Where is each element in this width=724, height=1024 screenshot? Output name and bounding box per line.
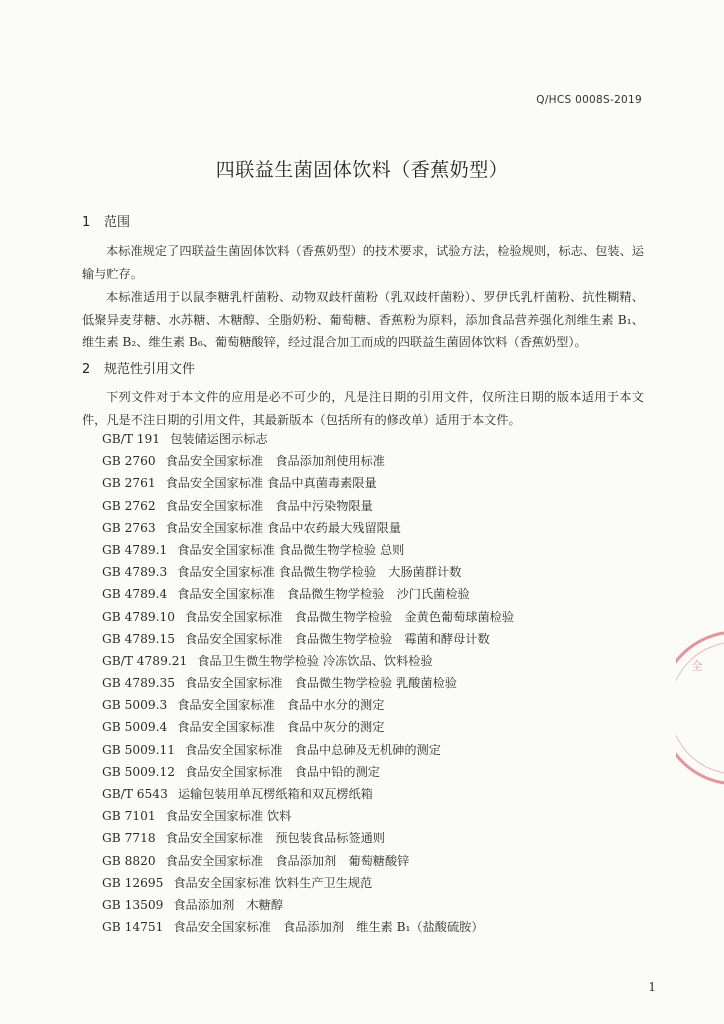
company-seal-stamp — [676, 628, 724, 788]
reference-item — [102, 872, 514, 894]
reference-item — [102, 894, 514, 916]
reference-title: 食品安全国家标准 食品中铅的测定 — [184, 764, 380, 779]
reference-title: 食品安全国家标准 食品中污染物限量 — [165, 498, 373, 513]
reference-code: GB 5009.12 — [102, 764, 175, 779]
reference-title: 食品安全国家标准 食品添加剂使用标准 — [165, 454, 385, 469]
reference-title: 食品安全国家标准 饮料 — [165, 809, 292, 824]
reference-title: 食品卫生微生物学检验 冷冻饮品、饮料检验 — [197, 653, 433, 668]
reference-code: GB 7101 — [102, 809, 156, 824]
reference-code: GB 14751 — [102, 920, 164, 935]
reference-code: GB 2762 — [102, 498, 156, 513]
reference-code: GB 12695 — [102, 875, 164, 890]
references-intro-paragraph: 下列文件对于本文件的应用是必不可少的，凡是注日期的引用文件，仅所注日期的版本适用于本文件，凡是不注日期的引用文件，其最新版本（包括所有的修改单）适用于本文件。 — [82, 390, 644, 427]
reference-code: GB/T 4789.21 — [102, 653, 188, 668]
reference-item — [102, 583, 514, 605]
reference-item — [102, 805, 514, 827]
reference-code: GB 5009.4 — [102, 720, 168, 735]
reference-item — [102, 916, 514, 938]
scope-paragraph-1: 本标准规定了四联益生菌固体饮料（香蕉奶型）的技术要求，试验方法，检验规则，标志、包装、运输与贮存。 — [82, 244, 644, 281]
reference-code: GB 4789.35 — [102, 676, 175, 691]
reference-code: GB 4789.4 — [102, 587, 168, 602]
document-title: 四联益生菌固体饮料（香蕉奶型） — [215, 159, 509, 181]
reference-title: 食品安全国家标准 食品微生物学检验 霉菌和酵母计数 — [184, 631, 490, 646]
reference-title: 食品安全国家标准 食品添加剂 维生素 B₁（盐酸硫胺） — [173, 920, 484, 935]
reference-title: 食品安全国家标准 食品微生物学检验 沙门氏菌检验 — [177, 587, 470, 602]
reference-code: GB 7718 — [102, 831, 156, 846]
reference-title: 食品安全国家标准 食品微生物学检验 总则 — [177, 542, 405, 557]
reference-item — [102, 650, 514, 672]
reference-title: 食品添加剂 木糖醇 — [173, 897, 284, 912]
document-code: Q/HCS 0008S-2019 — [536, 94, 642, 106]
reference-item — [102, 495, 514, 517]
reference-code: GB 4789.3 — [102, 565, 168, 580]
reference-item — [102, 628, 514, 650]
section-title: 规范性引用文件 — [104, 362, 196, 377]
reference-title: 食品安全国家标准 食品微生物学检验 大肠菌群计数 — [177, 565, 462, 580]
page-number: 1 — [648, 980, 656, 994]
section-number: 1 — [82, 215, 91, 230]
section-heading-normative-references — [82, 358, 195, 377]
reference-code: GB 4789.15 — [102, 631, 175, 646]
seal-ring — [676, 632, 724, 784]
reference-item — [102, 761, 514, 783]
section-heading-scope — [82, 211, 130, 230]
reference-title: 食品安全国家标准 食品中农药最大残留限量 — [165, 520, 402, 535]
seal-text: 全 — [690, 660, 703, 671]
reference-title: 食品安全国家标准 食品中总砷及无机砷的测定 — [184, 742, 441, 757]
reference-item — [102, 472, 514, 494]
reference-title: 食品安全国家标准 食品微生物学检验 乳酸菌检验 — [184, 676, 457, 691]
reference-code: GB 8820 — [102, 853, 156, 868]
section-number: 2 — [82, 362, 91, 377]
reference-item — [102, 783, 514, 805]
reference-title: 食品安全国家标准 饮料生产卫生规范 — [173, 875, 373, 890]
scope-paragraph-2: 本标准适用于以鼠李糖乳杆菌粉、动物双歧杆菌粉（乳双歧杆菌粉）、罗伊氏乳杆菌粉、抗性糊精、低聚异麦芽糖、水苏糖、木糖醇、全脂奶粉、葡萄糖、香蕉粉为原料，添加食品营养强化剂维生素 B₁、维生素 B₂、维生素 B₆、葡萄糖酸锌，经过混合加工而成的四联益生菌固体饮料（香蕉奶型）。 — [82, 290, 644, 349]
reference-code: GB 2763 — [102, 520, 156, 535]
reference-code: GB 4789.1 — [102, 542, 168, 557]
reference-list — [102, 428, 514, 938]
reference-title: 运输包装用单瓦楞纸箱和双瓦楞纸箱 — [177, 787, 373, 801]
reference-title: 食品安全国家标准 食品中水分的测定 — [177, 698, 385, 713]
reference-code: GB 2761 — [102, 476, 156, 491]
reference-code: GB/T 191 — [102, 432, 161, 446]
reference-item — [102, 827, 514, 849]
reference-title: 包装储运图示标志 — [170, 432, 268, 446]
reference-title: 食品安全国家标准 食品中真菌毒素限量 — [165, 476, 377, 491]
reference-item — [102, 539, 514, 561]
reference-item — [102, 739, 514, 761]
section-title: 范围 — [104, 215, 131, 230]
reference-title: 食品安全国家标准 食品微生物学检验 金黄色葡萄球菌检验 — [184, 609, 515, 624]
reference-item — [102, 716, 514, 738]
reference-title: 食品安全国家标准 食品中灰分的测定 — [177, 720, 385, 735]
reference-item — [102, 450, 514, 472]
reference-item — [102, 517, 514, 539]
reference-item — [102, 561, 514, 583]
reference-code: GB 5009.11 — [102, 742, 175, 757]
reference-code: GB 2760 — [102, 454, 156, 469]
reference-item — [102, 606, 514, 628]
reference-code: GB 5009.3 — [102, 698, 168, 713]
reference-item — [102, 694, 514, 716]
reference-item — [102, 850, 514, 872]
reference-code: GB 13509 — [102, 897, 164, 912]
reference-code: GB 4789.10 — [102, 609, 175, 624]
reference-item — [102, 672, 514, 694]
reference-title: 食品安全国家标准 食品添加剂 葡萄糖酸锌 — [165, 853, 410, 868]
reference-title: 食品安全国家标准 预包装食品标签通则 — [165, 831, 385, 846]
reference-code: GB/T 6543 — [102, 787, 168, 801]
reference-item — [102, 428, 514, 450]
